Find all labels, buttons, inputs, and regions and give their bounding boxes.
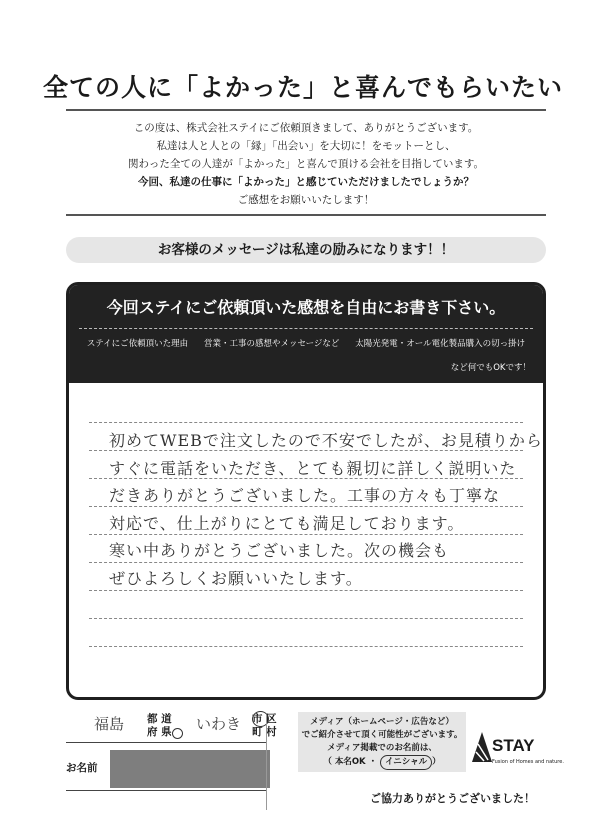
logo-mark-icon <box>472 732 492 762</box>
option-initial-selected[interactable]: イニシャル <box>380 755 432 770</box>
media-line-1: メディア（ホームページ・広告など） <box>310 717 454 727</box>
logo-text: STAY <box>492 736 535 755</box>
thanks-text: ご協力ありがとうございました！ <box>370 792 535 805</box>
handwritten-line: ぜひよろしくお願いいたします。 <box>109 568 363 588</box>
city-handwritten: いわき <box>196 715 242 733</box>
handwritten-line: 初めてWEBで注文したので不安でしたが、お見積りから <box>109 431 543 450</box>
media-consent-box <box>298 712 466 772</box>
handwritten-line: 寒い中ありがとうございました。次の機会も <box>109 541 450 560</box>
intro-question: 今回、私達の仕事に「よかった」と感じていただけましたでしょうか？ <box>138 176 474 188</box>
option-real-name[interactable]: 本名OK <box>334 757 366 767</box>
handwritten-line: 対応で、仕上がりにとても満足しております。 <box>109 513 465 533</box>
writing-line <box>89 619 523 647</box>
comment-box-title: 今回ステイにご依頼頂いた感想を自由にお書き下さい。 <box>106 298 506 317</box>
comment-box <box>66 282 546 700</box>
intro-line-2: 私達は人と人との「縁」「出会い」を大切に！をモットーとし、 <box>156 140 456 152</box>
intro-divider <box>66 214 546 216</box>
intro-line-1: この度は、株式会社ステイにご依頼頂きまして、ありがとうございます。 <box>133 122 479 134</box>
category-item: 太陽光発電・オール電化製品購入の切っ掛け <box>355 339 526 349</box>
anything-ok-note: など何でもOKです！ <box>450 363 531 373</box>
name-label: お名前 <box>66 762 98 774</box>
comment-box-header <box>69 285 543 383</box>
prefecture-handwritten: 福島 <box>94 715 125 733</box>
category-item: ステイにご依頼頂いた理由 <box>86 339 189 349</box>
message-banner: お客様のメッセージは私達の励みになります！！ <box>66 237 546 263</box>
logo-tagline: Fusion of Homes and nature. <box>492 759 564 765</box>
intro-request: ご感想をお願いいたします！ <box>237 194 375 206</box>
page-title: 全ての人に「よかった」と喜んでもらいたい <box>42 73 563 102</box>
handwritten-line: だきありがとうございました。工事の方々も丁寧な <box>109 486 501 505</box>
address-underline <box>66 742 266 743</box>
prefecture-suffix: 都 道 府 県 <box>147 713 172 738</box>
writing-line <box>89 395 523 423</box>
writing-line <box>89 591 523 619</box>
intro-text <box>66 119 546 209</box>
category-item: 営業・工事の感想やメッセージなど <box>203 339 340 349</box>
media-line-2: でご紹介させて頂く可能性がございます。 <box>301 730 463 740</box>
name-redacted <box>110 750 270 788</box>
title-divider <box>66 109 546 111</box>
handwritten-line: すぐに電話をいただき、とても親切に詳しく説明いた <box>109 458 517 478</box>
selected-circle <box>172 728 183 739</box>
city-suffix: 市 区 町 村 <box>252 713 277 738</box>
intro-line-3: 関わった全ての人達が「よかった」と喜んで頂ける会社を目指しています。 <box>127 158 485 170</box>
stay-logo <box>472 728 564 778</box>
name-underline <box>66 790 266 791</box>
media-line-3: メディア掲載でのお名前は、 <box>327 743 437 753</box>
header-divider <box>79 328 533 329</box>
category-list <box>69 337 543 349</box>
media-options: （ 本名OK ・ イニシャル ） <box>298 755 466 770</box>
footer-divider <box>266 715 267 810</box>
handwritten-comment <box>109 427 543 592</box>
